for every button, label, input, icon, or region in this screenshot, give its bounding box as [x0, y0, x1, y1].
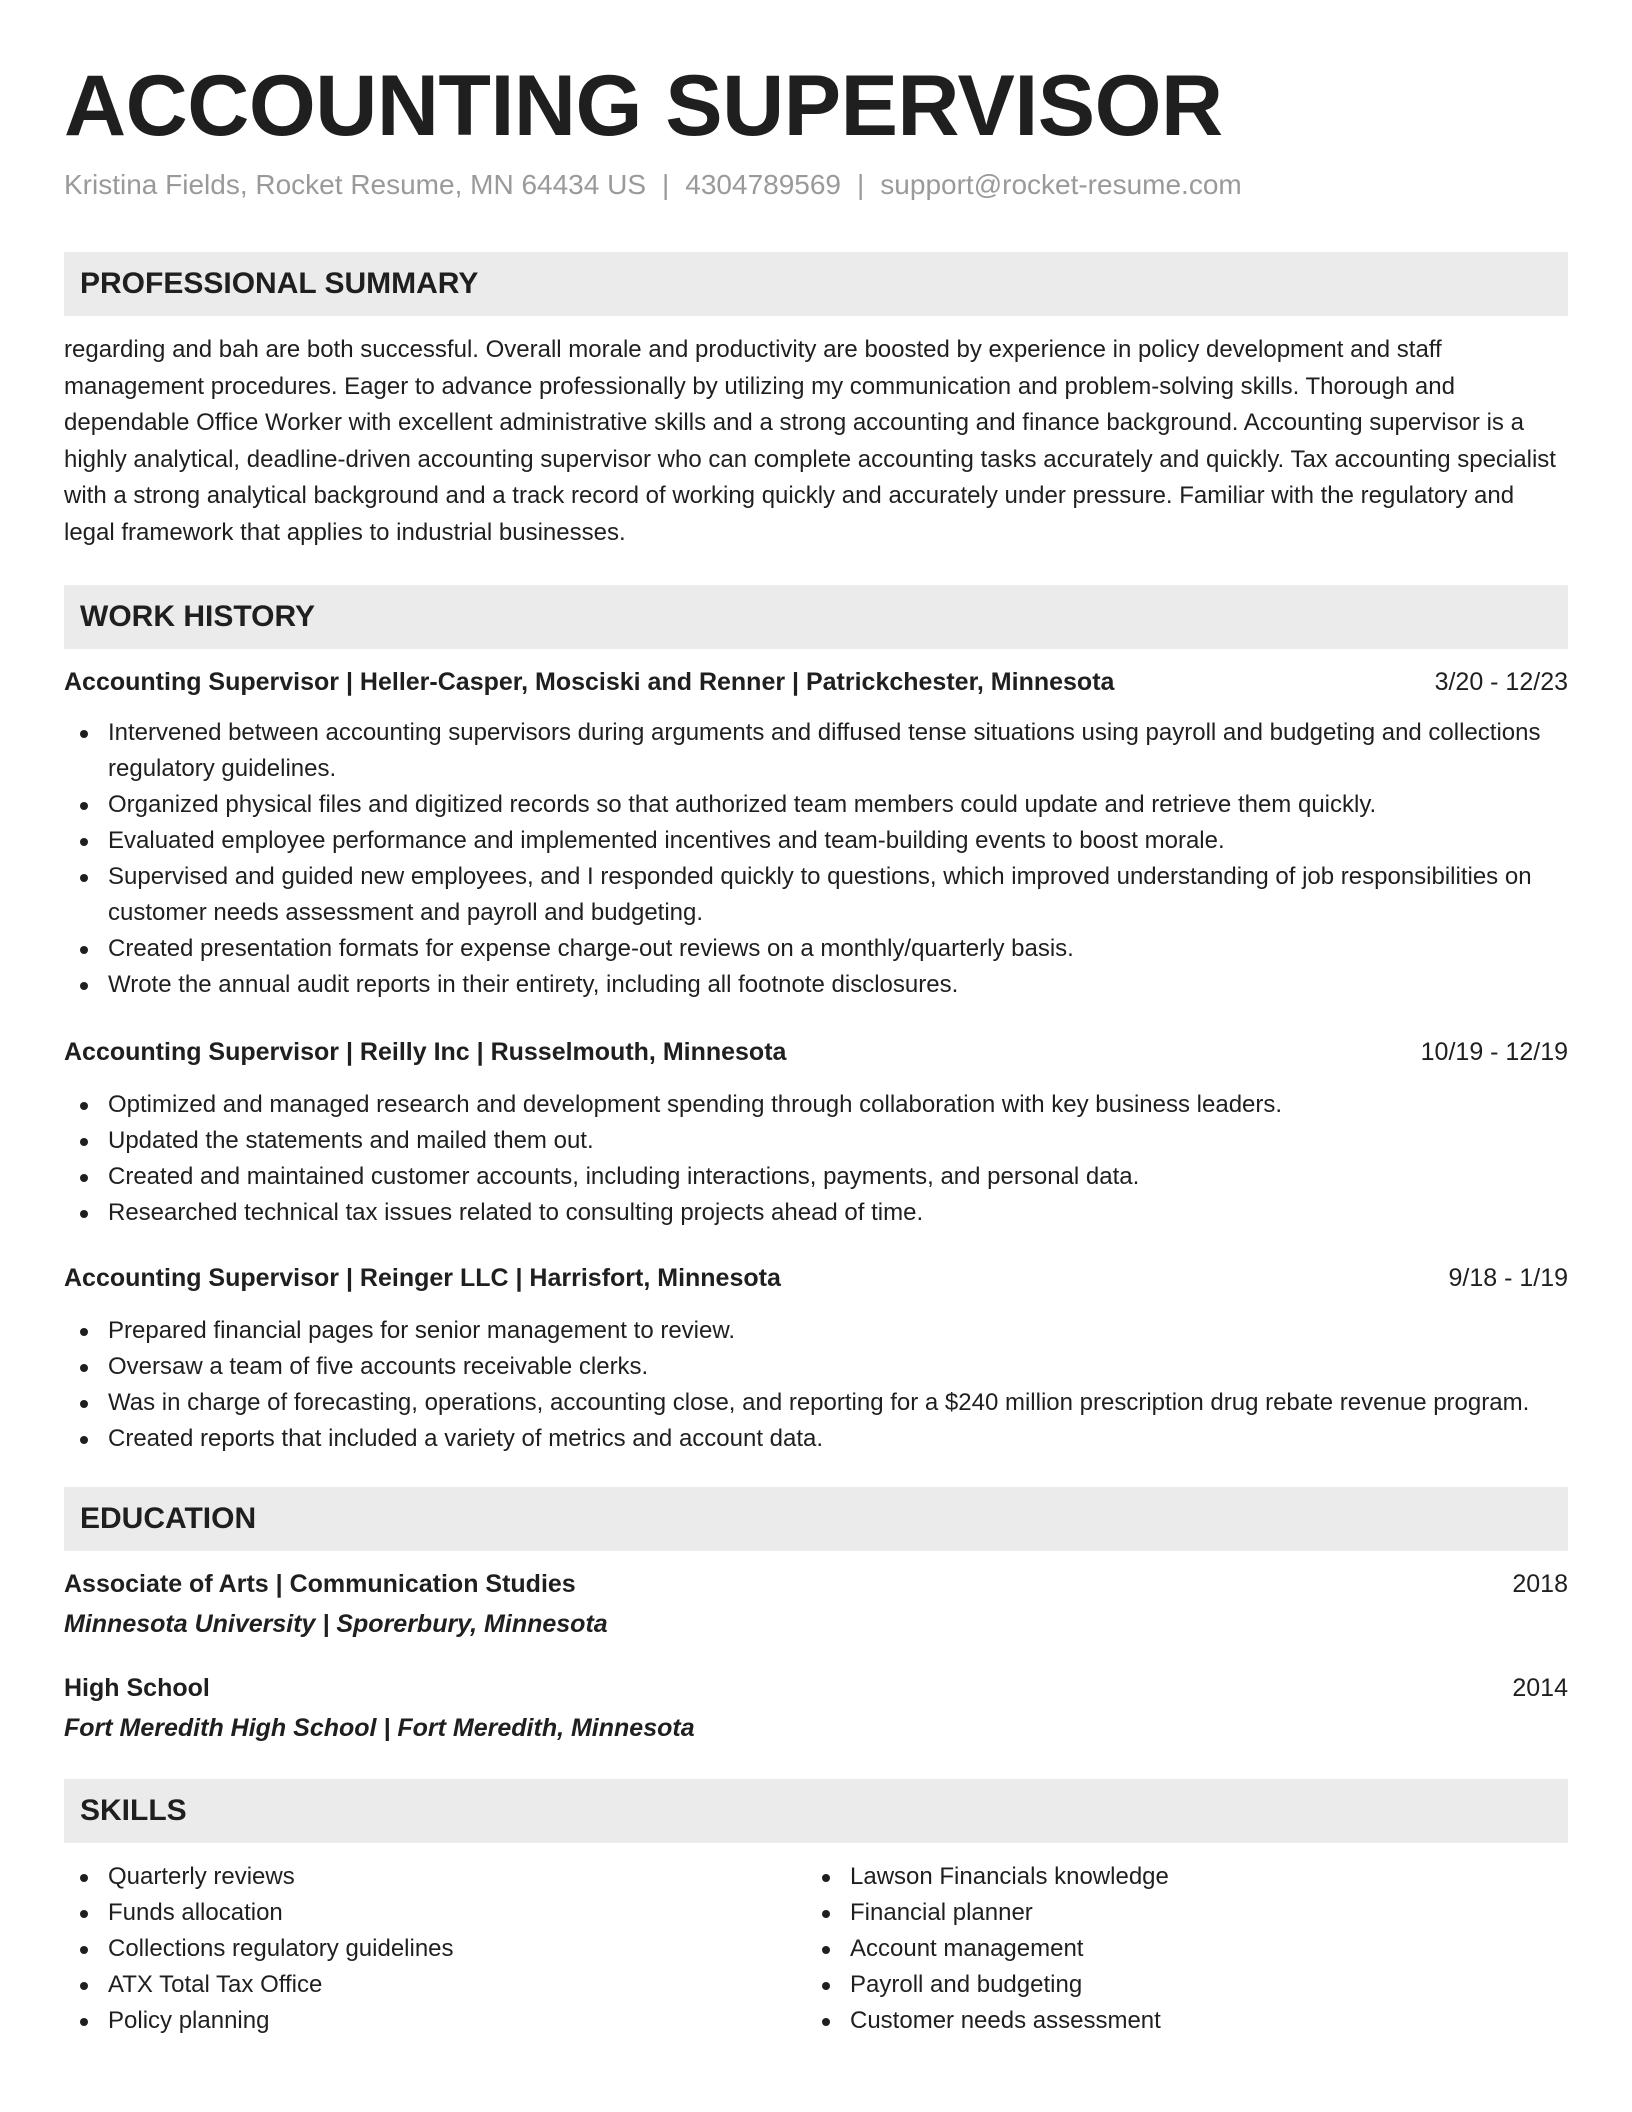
skill-item: Customer needs assessment: [806, 2003, 1548, 2039]
contact-phone: 4304789569: [685, 169, 842, 200]
skills-column-left: [64, 1859, 806, 2039]
job-dates: 3/20 - 12/23: [1434, 668, 1568, 696]
list-item: Optimized and managed research and development spending through collaboration with key business leaders.: [64, 1087, 1568, 1123]
section-heading-education: EDUCATION: [64, 1487, 1568, 1551]
skill-item: Quarterly reviews: [64, 1859, 806, 1895]
skill-item: Lawson Financials knowledge: [806, 1859, 1548, 1895]
resume-page: [64, 0, 1568, 2039]
list-item: Researched technical tax issues related to consulting projects ahead of time.: [64, 1195, 1568, 1231]
skill-item: Payroll and budgeting: [806, 1967, 1548, 2003]
education-entry: [64, 1567, 1568, 1641]
section-heading-skills: SKILLS: [64, 1779, 1568, 1843]
list-item: Organized physical files and digitized records so that authorized team members could update and retrieve them quickly.: [64, 787, 1568, 823]
education-year: 2018: [1512, 1570, 1568, 1598]
contact-address: Kristina Fields, Rocket Resume, MN 64434 US: [64, 169, 646, 200]
skill-item: Funds allocation: [64, 1895, 806, 1931]
education-degree: High School: [64, 1674, 210, 1702]
section-heading-summary: PROFESSIONAL SUMMARY: [64, 252, 1568, 316]
list-item: Wrote the annual audit reports in their entirety, including all footnote disclosures.: [64, 967, 1568, 1003]
job-bullets: [64, 1313, 1568, 1457]
job-entry: [64, 1035, 1568, 1231]
job-header: [64, 1261, 1568, 1295]
job-dates: 9/18 - 1/19: [1448, 1264, 1568, 1292]
education-degree: Associate of Arts | Communication Studies: [64, 1570, 576, 1598]
skill-item: Financial planner: [806, 1895, 1548, 1931]
contact-line: [64, 168, 1568, 202]
list-item: Intervened between accounting supervisors during arguments and diffused tense situations using payroll and budgeting and collections regulatory guidelines.: [64, 715, 1568, 787]
list-item: Oversaw a team of five accounts receivable clerks.: [64, 1349, 1568, 1385]
list-item: Evaluated employee performance and implemented incentives and team-building events to boost morale.: [64, 823, 1568, 859]
skill-item: Account management: [806, 1931, 1548, 1967]
list-item: Updated the statements and mailed them out.: [64, 1123, 1568, 1159]
skill-item: Policy planning: [64, 2003, 806, 2039]
list-item: Supervised and guided new employees, and I responded quickly to questions, which improved understanding of job responsibilities on customer needs assessment and payroll and budgeting.: [64, 859, 1568, 931]
education-header: [64, 1567, 1568, 1601]
job-bullets: [64, 1087, 1568, 1231]
education-school: Minnesota University | Sporerbury, Minnesota: [64, 1610, 608, 1638]
job-dates: 10/19 - 12/19: [1420, 1038, 1568, 1066]
list-item: Created presentation formats for expense charge-out reviews on a monthly/quarterly basis.: [64, 931, 1568, 967]
skill-item: ATX Total Tax Office: [64, 1967, 806, 2003]
contact-email[interactable]: support@rocket-resume.com: [880, 169, 1242, 200]
skills-column-right: [806, 1859, 1548, 2039]
skills-list: [64, 1859, 1568, 2039]
education-header: [64, 1671, 1568, 1705]
contact-separator: |: [662, 169, 670, 200]
education-school: Fort Meredith High School | Fort Meredith, Minnesota: [64, 1714, 695, 1742]
list-item: Prepared financial pages for senior management to review.: [64, 1313, 1568, 1349]
job-entry: [64, 1261, 1568, 1457]
list-item: Created reports that included a variety of metrics and account data.: [64, 1421, 1568, 1457]
job-header: [64, 1035, 1568, 1069]
skill-item: Collections regulatory guidelines: [64, 1931, 806, 1967]
contact-separator: |: [857, 169, 865, 200]
list-item: Was in charge of forecasting, operations, accounting close, and reporting for a $240 million prescription drug rebate revenue program.: [64, 1385, 1568, 1421]
education-entry: [64, 1671, 1568, 1745]
job-title: Accounting Supervisor | Reilly Inc | Russelmouth, Minnesota: [64, 1038, 787, 1066]
summary-text: regarding and bah are both successful. Overall morale and productivity are boosted by experience in policy development and staff management procedures. Eager to advance professionally by utilizing my communication and problem-solving skills. Thorough and dependable Office Worker with excellent administrative skills and a strong accounting and finance background. Accounting supervisor is a highly analytical, deadline-driven accounting supervisor who can complete accounting tasks accurately and quickly. Tax accounting specialist with a strong analytical background and a track record of working quickly and accurately under pressure. Familiar with the regulatory and legal framework that applies to industrial businesses.: [64, 336, 1556, 546]
job-title: Accounting Supervisor | Heller-Casper, Mosciski and Renner | Patrickchester, Minnesota: [64, 668, 1115, 696]
resume-title: ACCOUNTING SUPERVISOR: [64, 58, 1223, 154]
education-year: 2014: [1512, 1674, 1568, 1702]
job-header: [64, 665, 1568, 699]
job-entry: [64, 665, 1568, 1003]
list-item: Created and maintained customer accounts, including interactions, payments, and personal data.: [64, 1159, 1568, 1195]
job-title: Accounting Supervisor | Reinger LLC | Harrisfort, Minnesota: [64, 1264, 781, 1292]
job-bullets: [64, 715, 1568, 1003]
section-heading-work-history: WORK HISTORY: [64, 585, 1568, 649]
